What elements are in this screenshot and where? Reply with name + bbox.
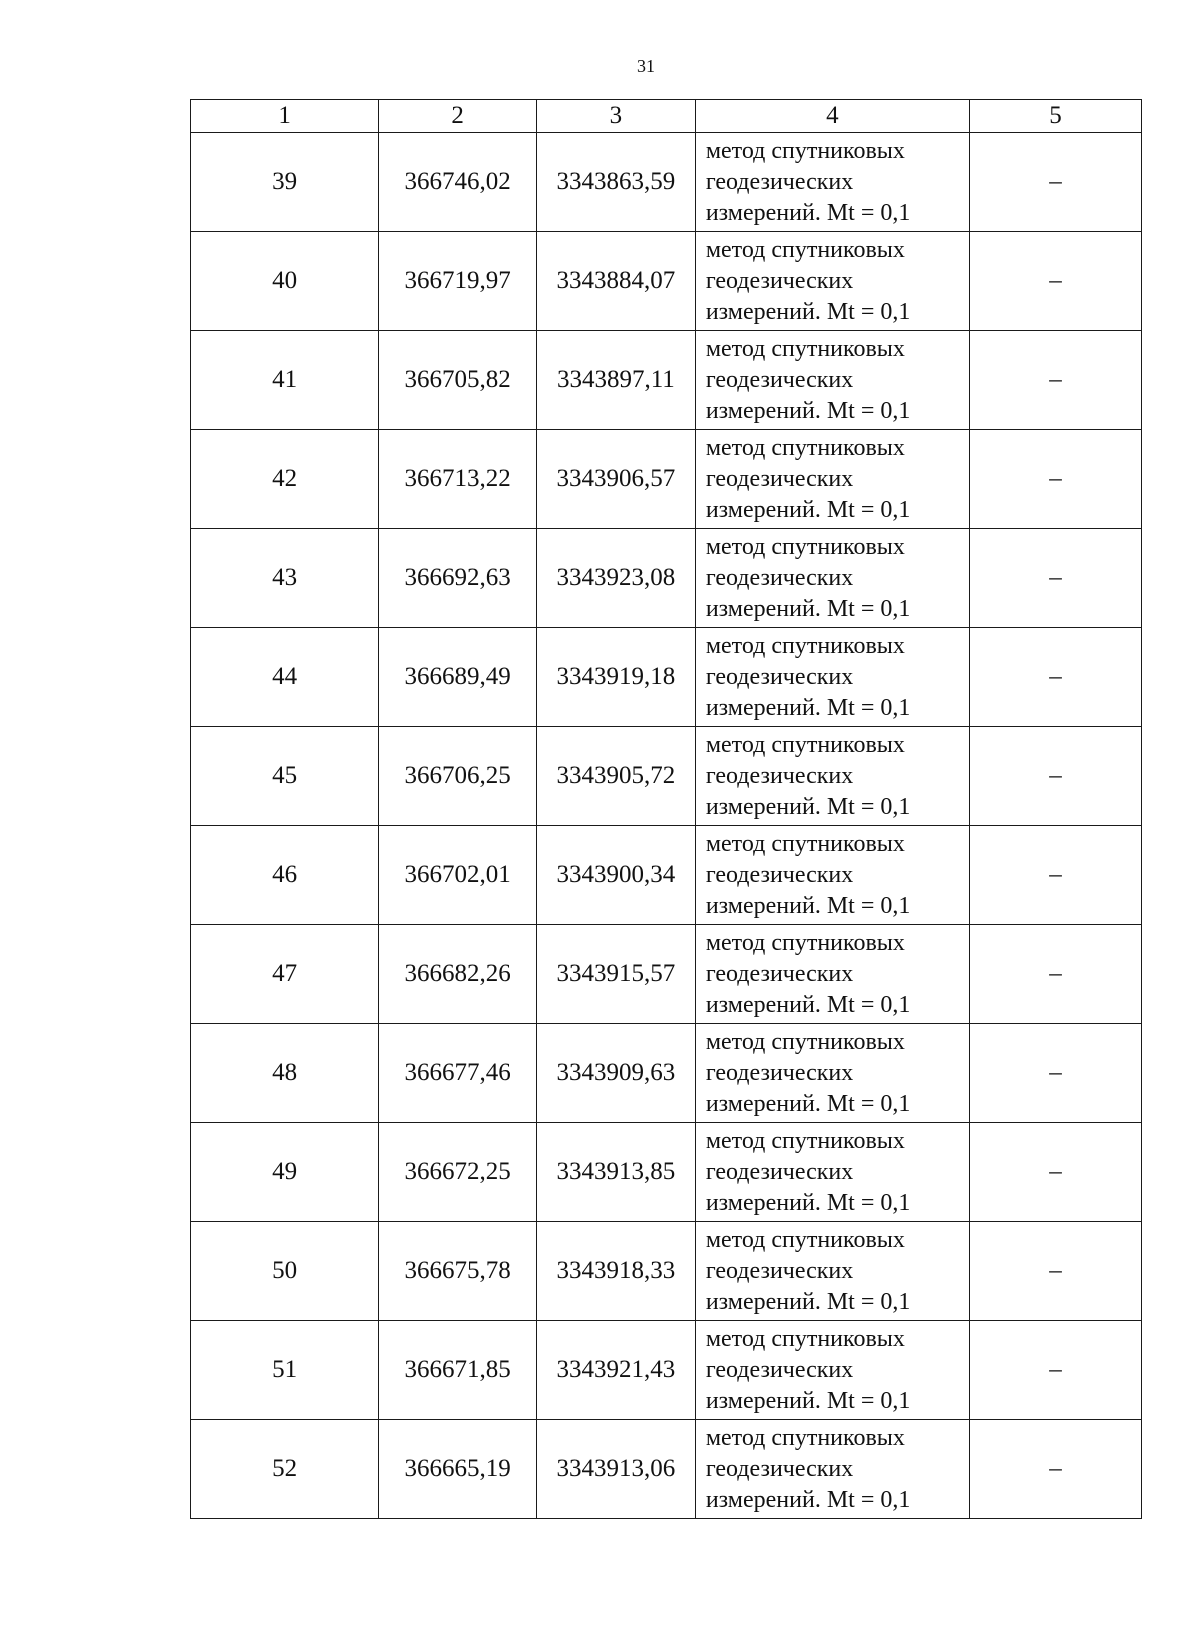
description-cell: – bbox=[969, 133, 1141, 232]
y-coordinate-cell: 3343913,85 bbox=[536, 1123, 695, 1222]
y-coordinate-cell: 3343918,33 bbox=[536, 1222, 695, 1321]
description-cell: – bbox=[969, 430, 1141, 529]
method-text-line: геодезических bbox=[705, 960, 854, 987]
column-header-5: 5 bbox=[969, 100, 1141, 133]
method-cell bbox=[695, 1321, 969, 1420]
method-text-line: измерений. Mt = 0,1 bbox=[705, 595, 911, 622]
description-cell: – bbox=[969, 925, 1141, 1024]
point-number-cell: 45 bbox=[191, 727, 379, 826]
method-cell bbox=[695, 1123, 969, 1222]
description-cell: – bbox=[969, 1024, 1141, 1123]
method-text-line: геодезических bbox=[705, 663, 854, 690]
point-number-cell: 42 bbox=[191, 430, 379, 529]
table-row bbox=[191, 727, 1142, 826]
y-coordinate-cell: 3343909,63 bbox=[536, 1024, 695, 1123]
point-number-cell: 49 bbox=[191, 1123, 379, 1222]
method-text-line: измерений. Mt = 0,1 bbox=[705, 199, 911, 226]
method-text-line: геодезических bbox=[705, 1158, 854, 1185]
method-cell bbox=[695, 133, 969, 232]
description-cell: – bbox=[969, 628, 1141, 727]
column-header-1: 1 bbox=[191, 100, 379, 133]
x-coordinate-cell: 366706,25 bbox=[379, 727, 537, 826]
method-text-line: измерений. Mt = 0,1 bbox=[705, 397, 911, 424]
method-text-line: геодезических bbox=[705, 267, 854, 294]
header-row bbox=[191, 100, 1142, 133]
method-cell bbox=[695, 628, 969, 727]
point-number-cell: 41 bbox=[191, 331, 379, 430]
method-cell bbox=[695, 727, 969, 826]
method-text-line: метод спутниковых bbox=[705, 731, 905, 758]
x-coordinate-cell: 366689,49 bbox=[379, 628, 537, 727]
x-coordinate-cell: 366672,25 bbox=[379, 1123, 537, 1222]
table-row bbox=[191, 1123, 1142, 1222]
x-coordinate-cell: 366671,85 bbox=[379, 1321, 537, 1420]
method-text-line: измерений. Mt = 0,1 bbox=[705, 991, 911, 1018]
description-cell: – bbox=[969, 1420, 1141, 1519]
point-number-cell: 51 bbox=[191, 1321, 379, 1420]
method-text-line: измерений. Mt = 0,1 bbox=[705, 694, 911, 721]
method-cell bbox=[695, 232, 969, 331]
method-text-line: метод спутниковых bbox=[705, 533, 905, 560]
method-text-line: метод спутниковых bbox=[705, 1028, 905, 1055]
x-coordinate-cell: 366719,97 bbox=[379, 232, 537, 331]
table-row bbox=[191, 1420, 1142, 1519]
point-number-cell: 52 bbox=[191, 1420, 379, 1519]
point-number-cell: 47 bbox=[191, 925, 379, 1024]
x-coordinate-cell: 366705,82 bbox=[379, 331, 537, 430]
method-text-line: метод спутниковых bbox=[705, 632, 905, 659]
method-cell bbox=[695, 1024, 969, 1123]
method-text-line: измерений. Mt = 0,1 bbox=[705, 1486, 911, 1513]
method-text-line: измерений. Mt = 0,1 bbox=[705, 1090, 911, 1117]
y-coordinate-cell: 3343863,59 bbox=[536, 133, 695, 232]
method-text-line: измерений. Mt = 0,1 bbox=[705, 793, 911, 820]
method-cell bbox=[695, 826, 969, 925]
page-number: 31 bbox=[637, 56, 655, 76]
column-header-4: 4 bbox=[695, 100, 969, 133]
method-text-line: геодезических bbox=[705, 465, 854, 492]
description-cell: – bbox=[969, 232, 1141, 331]
method-cell bbox=[695, 1222, 969, 1321]
x-coordinate-cell: 366665,19 bbox=[379, 1420, 537, 1519]
description-cell: – bbox=[969, 1123, 1141, 1222]
y-coordinate-cell: 3343897,11 bbox=[536, 331, 695, 430]
method-text-line: геодезических bbox=[705, 564, 854, 591]
method-text-line: геодезических bbox=[705, 861, 854, 888]
method-cell bbox=[695, 1420, 969, 1519]
x-coordinate-cell: 366713,22 bbox=[379, 430, 537, 529]
method-text-line: геодезических bbox=[705, 762, 854, 789]
method-text-line: метод спутниковых bbox=[705, 1226, 905, 1253]
description-cell: – bbox=[969, 826, 1141, 925]
point-number-cell: 44 bbox=[191, 628, 379, 727]
table-row bbox=[191, 430, 1142, 529]
point-number-cell: 48 bbox=[191, 1024, 379, 1123]
table-row bbox=[191, 232, 1142, 331]
x-coordinate-cell: 366682,26 bbox=[379, 925, 537, 1024]
column-header-2: 2 bbox=[379, 100, 537, 133]
method-cell bbox=[695, 430, 969, 529]
method-text-line: геодезических bbox=[705, 1257, 854, 1284]
table-row bbox=[191, 1222, 1142, 1321]
description-cell: – bbox=[969, 331, 1141, 430]
y-coordinate-cell: 3343884,07 bbox=[536, 232, 695, 331]
table-row bbox=[191, 925, 1142, 1024]
method-text-line: метод спутниковых bbox=[705, 830, 905, 857]
method-text-line: измерений. Mt = 0,1 bbox=[705, 1189, 911, 1216]
description-cell: – bbox=[969, 1222, 1141, 1321]
x-coordinate-cell: 366692,63 bbox=[379, 529, 537, 628]
method-text-line: метод спутниковых bbox=[705, 929, 905, 956]
point-number-cell: 43 bbox=[191, 529, 379, 628]
method-text-line: геодезических bbox=[705, 1059, 854, 1086]
method-text-line: измерений. Mt = 0,1 bbox=[705, 1387, 911, 1414]
point-number-cell: 50 bbox=[191, 1222, 379, 1321]
y-coordinate-cell: 3343905,72 bbox=[536, 727, 695, 826]
table-row bbox=[191, 826, 1142, 925]
method-cell bbox=[695, 925, 969, 1024]
coordinates-table bbox=[190, 99, 1142, 1519]
method-cell bbox=[695, 331, 969, 430]
method-text-line: метод спутниковых bbox=[705, 1127, 905, 1154]
y-coordinate-cell: 3343923,08 bbox=[536, 529, 695, 628]
y-coordinate-cell: 3343919,18 bbox=[536, 628, 695, 727]
y-coordinate-cell: 3343915,57 bbox=[536, 925, 695, 1024]
y-coordinate-cell: 3343913,06 bbox=[536, 1420, 695, 1519]
method-text-line: геодезических bbox=[705, 366, 854, 393]
y-coordinate-cell: 3343906,57 bbox=[536, 430, 695, 529]
description-cell: – bbox=[969, 529, 1141, 628]
point-number-cell: 40 bbox=[191, 232, 379, 331]
method-text-line: метод спутниковых bbox=[705, 335, 905, 362]
y-coordinate-cell: 3343921,43 bbox=[536, 1321, 695, 1420]
method-text-line: геодезических bbox=[705, 1455, 854, 1482]
point-number-cell: 46 bbox=[191, 826, 379, 925]
x-coordinate-cell: 366675,78 bbox=[379, 1222, 537, 1321]
table-row bbox=[191, 628, 1142, 727]
description-cell: – bbox=[969, 727, 1141, 826]
x-coordinate-cell: 366746,02 bbox=[379, 133, 537, 232]
y-coordinate-cell: 3343900,34 bbox=[536, 826, 695, 925]
method-text-line: геодезических bbox=[705, 1356, 854, 1383]
table-row bbox=[191, 331, 1142, 430]
table-row bbox=[191, 529, 1142, 628]
method-text-line: измерений. Mt = 0,1 bbox=[705, 496, 911, 523]
table-row bbox=[191, 1024, 1142, 1123]
method-text-line: измерений. Mt = 0,1 bbox=[705, 1288, 911, 1315]
method-text-line: измерений. Mt = 0,1 bbox=[705, 298, 911, 325]
method-text-line: геодезических bbox=[705, 168, 854, 195]
method-text-line: метод спутниковых bbox=[705, 1424, 905, 1451]
method-text-line: метод спутниковых bbox=[705, 137, 905, 164]
method-text-line: метод спутниковых bbox=[705, 1325, 905, 1352]
table-row bbox=[191, 133, 1142, 232]
method-text-line: измерений. Mt = 0,1 bbox=[705, 892, 911, 919]
description-cell: – bbox=[969, 1321, 1141, 1420]
x-coordinate-cell: 366702,01 bbox=[379, 826, 537, 925]
table-row bbox=[191, 1321, 1142, 1420]
method-text-line: метод спутниковых bbox=[705, 236, 905, 263]
method-cell bbox=[695, 529, 969, 628]
column-header-3: 3 bbox=[536, 100, 695, 133]
x-coordinate-cell: 366677,46 bbox=[379, 1024, 537, 1123]
method-text-line: метод спутниковых bbox=[705, 434, 905, 461]
table-body bbox=[191, 133, 1142, 1519]
point-number-cell: 39 bbox=[191, 133, 379, 232]
